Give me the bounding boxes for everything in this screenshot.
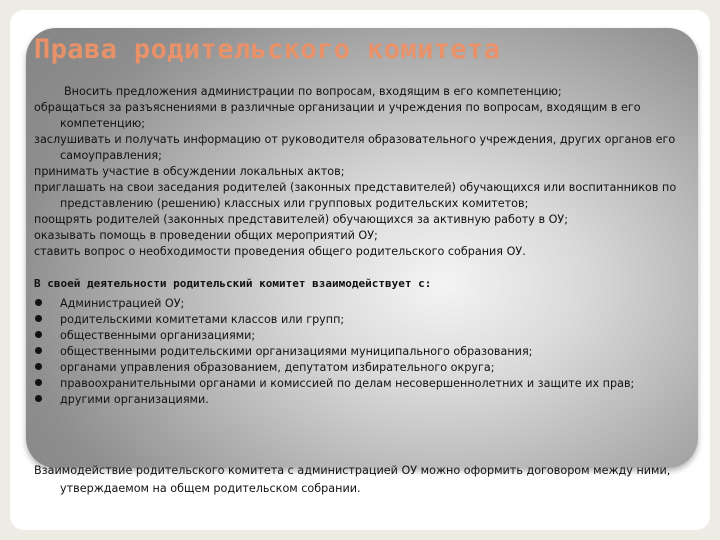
interaction-item — [34, 392, 684, 408]
rights-item: заслушивать и получать информацию от руководителя образовательного учреждения, других органов его самоуправления; — [34, 133, 676, 162]
rights-item: оказывать помощь в проведении общих мероприятий ОУ; — [34, 229, 378, 242]
interaction-item — [34, 344, 684, 360]
interaction-item — [34, 312, 684, 328]
rights-item: ставить вопрос о необходимости проведения общего родительского собрания ОУ. — [34, 245, 526, 258]
rights-item: приглашать на свои заседания родителей (законных представителей) обучающихся или воспитанников по представлению (решению) классных или групповых родительских комитетов; — [34, 181, 677, 210]
bullet-icon — [34, 296, 60, 312]
interaction-item-text: другими организациями. — [60, 393, 209, 406]
interaction-item-text: общественными организациями; — [60, 329, 256, 342]
footer-note: Взаимодействие родительского комитета с администрацией ОУ можно оформить договором между ними, утверждаемом на общем родительском собрании. — [34, 464, 671, 495]
rights-item — [34, 84, 684, 100]
interaction-item-text: общественными родительскими организациями муниципального образования; — [60, 345, 533, 358]
interaction-item — [34, 376, 684, 392]
bullet-icon — [34, 376, 60, 392]
rights-item: принимать участие в обсуждении локальных актов; — [34, 165, 345, 178]
rights-item: обращаться за разъяснениями в различные организации и учреждения по вопросам, входящим в его компетенцию; — [34, 101, 641, 130]
bullet-icon — [34, 360, 60, 376]
bullet-icon — [34, 312, 60, 328]
rights-item-text: Вносить предложения администрации по вопросам, входящим в его компетенцию; — [64, 85, 562, 98]
slide-body — [34, 84, 684, 408]
bullet-icon — [34, 328, 60, 344]
interaction-item-text: Администрацией ОУ; — [60, 297, 185, 310]
interaction-item — [34, 328, 684, 344]
interaction-list — [34, 296, 684, 408]
bullet-icon — [34, 392, 60, 408]
interaction-item — [34, 296, 684, 312]
slide-title: Права родительского комитета — [34, 34, 501, 65]
interaction-item-text: родительскими комитетами классов или групп; — [60, 313, 345, 326]
interaction-heading: В своей деятельности родительский комитет взаимодействует с: — [34, 277, 432, 290]
bullet-icon — [34, 344, 60, 360]
rights-item: поощрять родителей (законных представителей) обучающихся за активную работу в ОУ; — [34, 213, 569, 226]
interaction-item-text: органами управления образованием, депутатом избирательного округа; — [60, 361, 495, 374]
interaction-item-text: правоохранительными органами и комиссией по делам несовершеннолетних и защите их прав; — [60, 377, 635, 390]
interaction-item — [34, 360, 684, 376]
